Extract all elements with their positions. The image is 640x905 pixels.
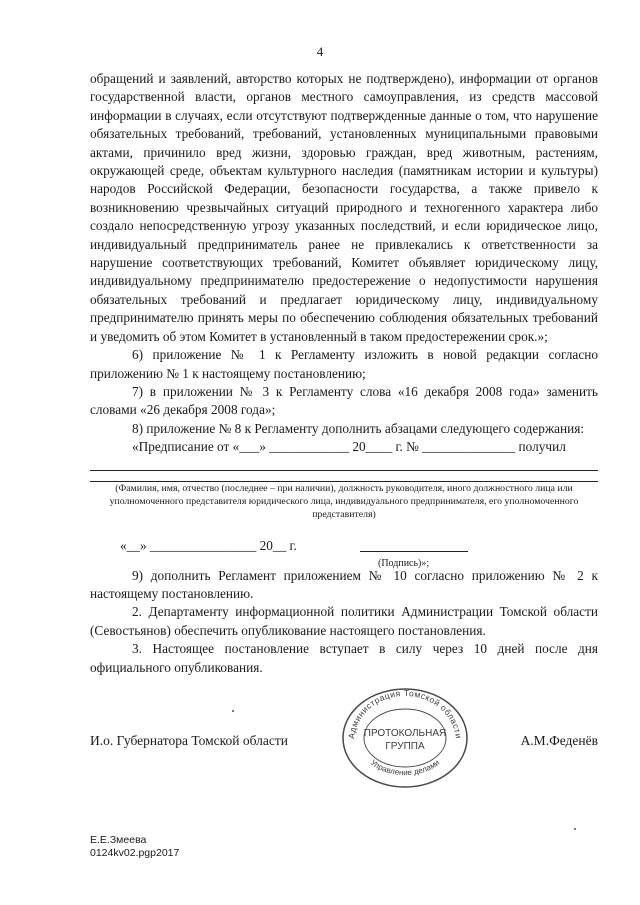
blank-fill-line-2 (90, 475, 598, 482)
stamp-bottom-text: Управление делами (368, 757, 442, 778)
footer-doc-code: 0124kv02.pgp2017 (90, 847, 180, 859)
paragraph-item-8: 8) приложение № 8 к Регламенту дополнить абзацами следующего содержания: (132, 420, 585, 436)
official-stamp (340, 686, 470, 788)
paragraph-point-2: 2. Департаменту информационной политики Администрации Томской области (Севостьянов) обеспечить опубликование настоящего постановления. (90, 604, 598, 638)
signature-caption: (Подпись)»; (378, 557, 430, 569)
scan-speck-2 (574, 828, 576, 830)
page-number: 4 (316, 44, 324, 59)
fill-caption: (Фамилия, имя, отчество (последнее – при наличии), должность руководителя, иного должностного лица или уполномоченного представителя юридического лица, индивидуального предпринимателя, его уполномоченного представителя) (109, 482, 579, 520)
date-line: «__» ________________ 20__ г. (120, 537, 297, 553)
stamp-center-line-2: ГРУППА (385, 741, 425, 752)
scan-speck (232, 710, 234, 712)
signatory-name: А.М.Феденёв (520, 733, 598, 748)
paragraph-item-9: 9) дополнить Регламент приложением № 10 согласно приложению № 2 к настоящему постановлению. (90, 567, 598, 601)
paragraph-item-6: 6) приложение № 1 к Регламенту изложить в новой редакции согласно приложению № 1 к настоящему постановлению; (90, 347, 598, 381)
paragraph-continuation: обращений и заявлений, авторство которых не подтверждено), информации от органов государственной власти, органов местного самоуправления, из средств массовой информации в случаях, если отсутствуют подтвержденные данные о том, что нарушение обязательных требований, требований, установленных муниципальными правовыми актами, причинило вред жизни, здоровью граждан, вред животным, растениям, окружающей среде, объектам культурного наследия (памятникам истории и культуры) народов Российской Федерации, безопасности государства, а также привело к возникновению чрезвычайных ситуаций природного и техногенного характера либо создало непосредственную угрозу указанных последствий, и если юридическое лицо, индивидуальный предприниматель ранее не привлекались к ответственности за нарушение соответствующих требований, Комитет объявляет юридическому лицу, индивидуальному предпринимателю предостережение о недопустимости нарушения обязательных требований и предлагает юридическому лицу, индивидуальному предпринимателю принять меры по обеспечению соблюдения обязательных требований и уведомить об этом Комитет в установленный в таком предостережении срок.»; (90, 71, 598, 344)
signatory-title: И.о. Губернатора Томской области (90, 733, 288, 748)
prescription-line: «Предписание от «___» ____________ 20____ г. № ______________ получил (132, 439, 566, 455)
date-signature-block (90, 533, 598, 569)
footer-author: Е.Е.Змеева (90, 834, 147, 846)
paragraph-item-7: 7) в приложении № 3 к Регламенту слова «16 декабря 2008 года» заменить словами «26 декабря 2008 года»; (90, 383, 598, 418)
blank-fill-line (90, 461, 598, 471)
stamp-ring-text: Администрация Томской области (346, 687, 464, 740)
signature-line (360, 537, 468, 552)
stamp-center-line-1: ПРОТОКОЛЬНАЯ (363, 728, 447, 739)
paragraph-point-3: 3. Настоящее постановление вступает в силу через 10 дней после дня официального опубликования. (90, 641, 598, 675)
document-footer (90, 834, 179, 860)
document-body (90, 70, 598, 677)
